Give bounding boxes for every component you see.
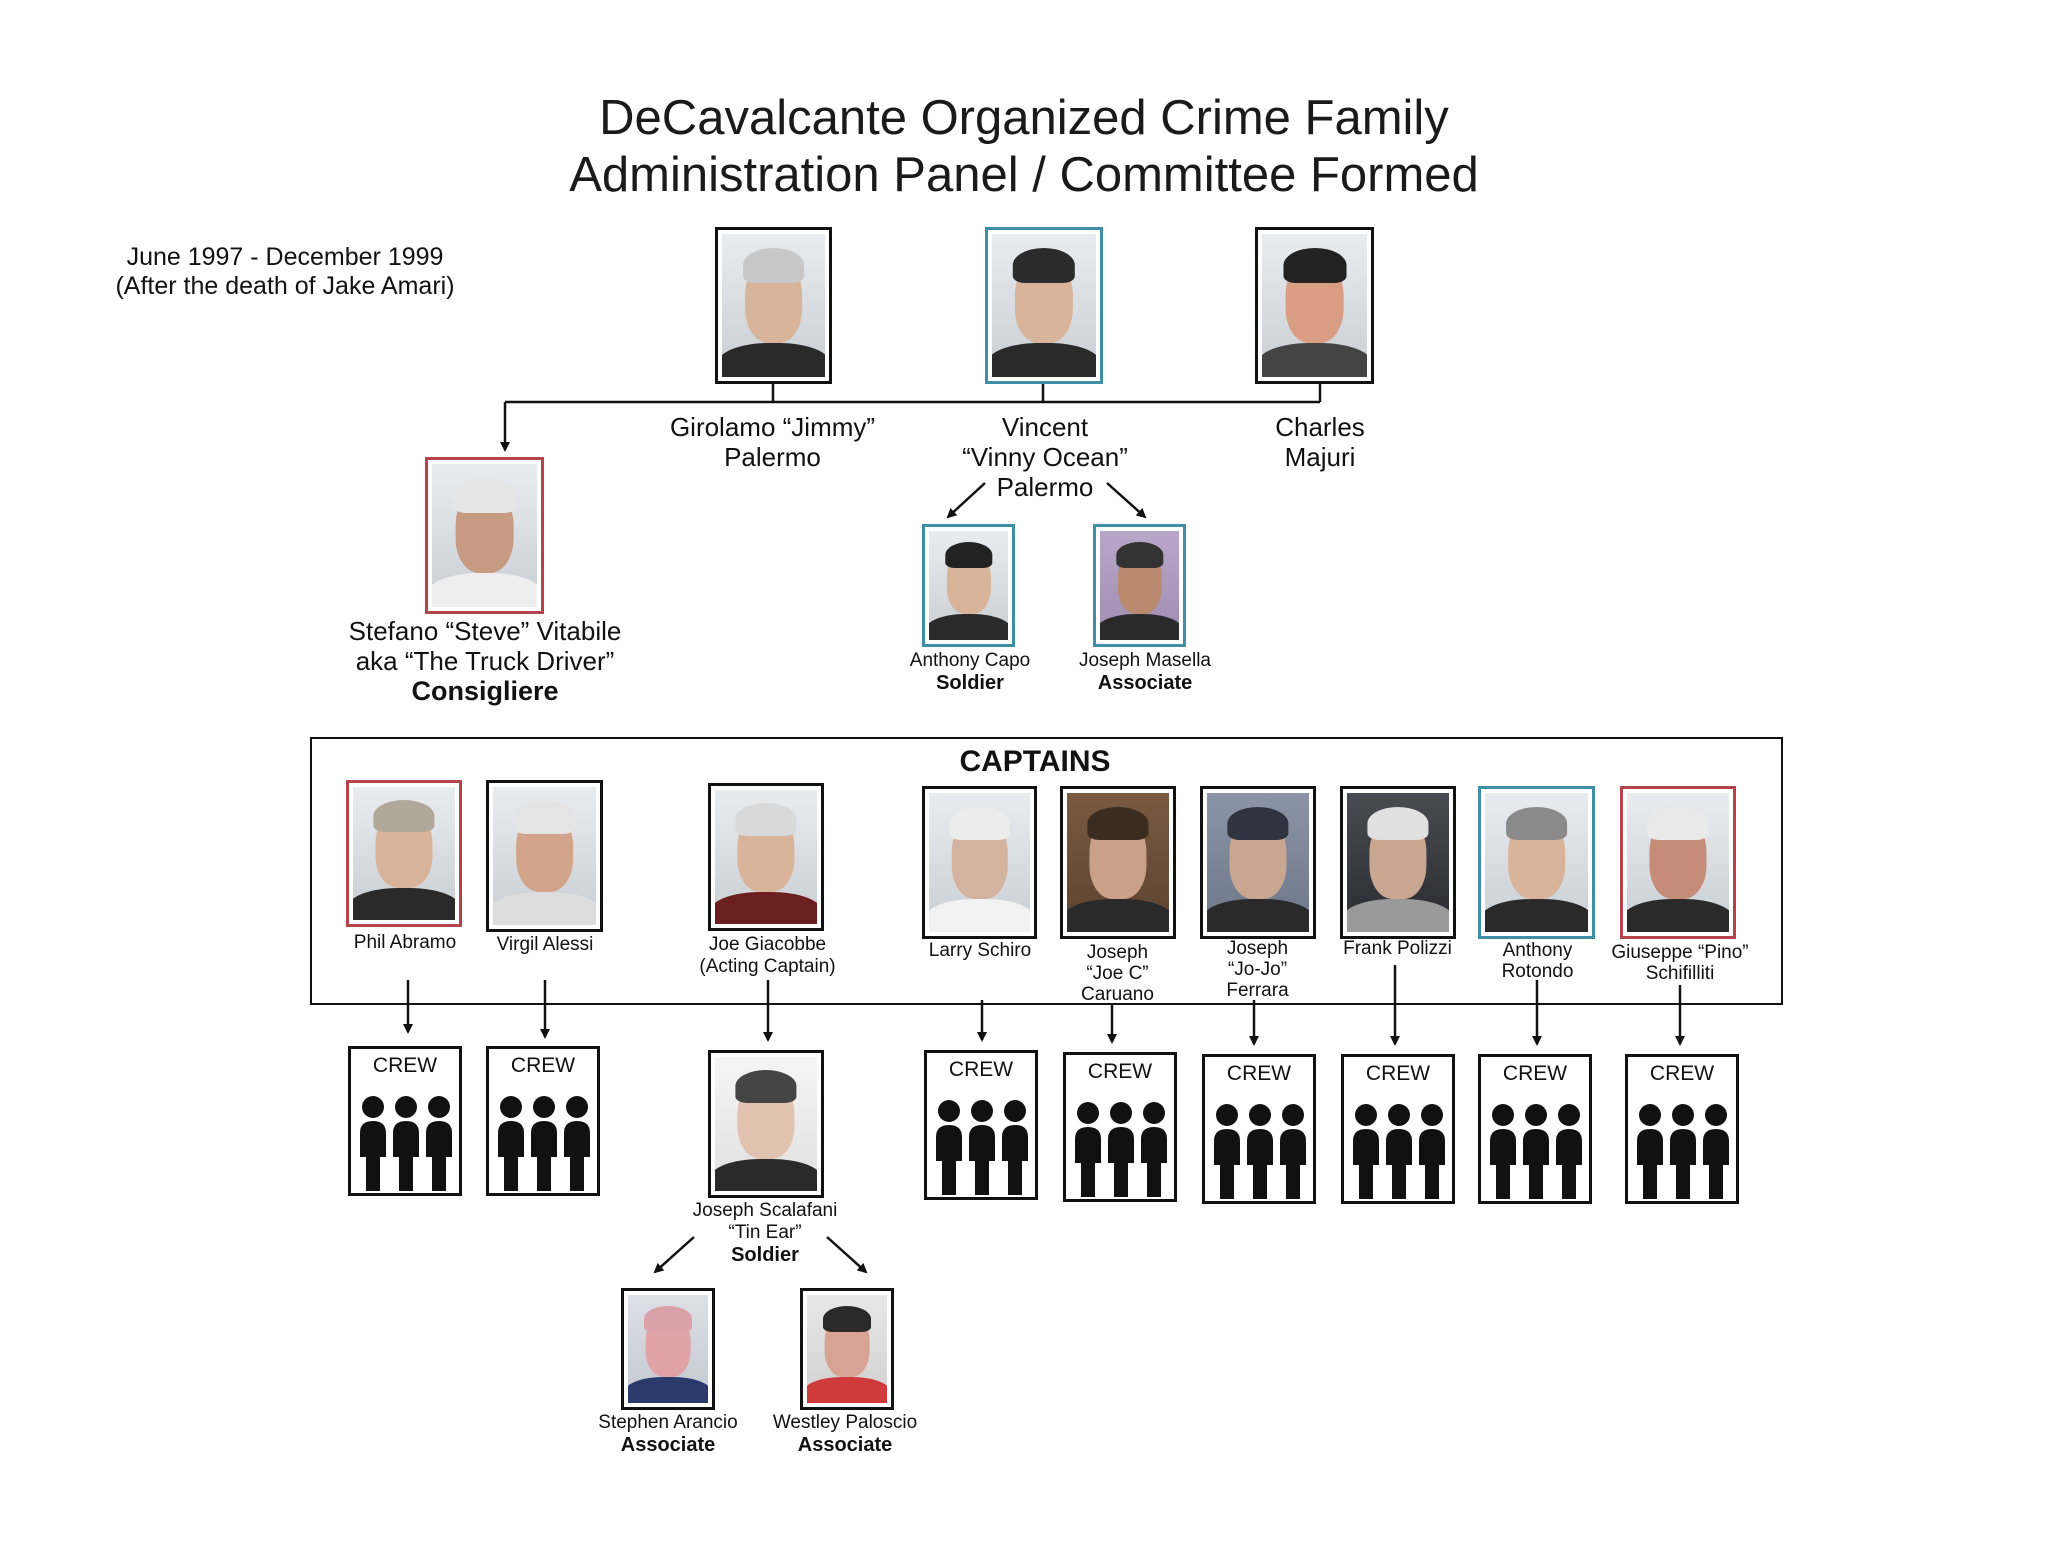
jimmy-line1: Girolamo “Jimmy”	[669, 412, 876, 442]
caruano-line1: Joseph	[1086, 942, 1149, 963]
vitabile-line1: Stefano “Steve” Vitabile	[348, 616, 622, 646]
photo-frank-polizzi	[1340, 786, 1456, 939]
crew-box-schiro	[924, 1050, 1038, 1200]
vitabile-role: Consigliere	[411, 676, 559, 706]
crew-people-icon	[929, 1099, 1033, 1195]
label-phil-abramo: Phil Abramo	[353, 932, 457, 953]
crew-box-rotondo	[1478, 1054, 1592, 1204]
crew-label: CREW	[1365, 1062, 1431, 1085]
crew-label: CREW	[1502, 1062, 1568, 1085]
label-joe-caruano	[1050, 942, 1185, 1005]
crew-box-abramo	[348, 1046, 462, 1196]
crew-label: CREW	[1087, 1060, 1153, 1083]
photo-anthony-rotondo	[1478, 786, 1595, 939]
arancio-name: Stephen Arancio	[598, 1412, 738, 1433]
date-range-line2: (After the death of Jake Amari)	[115, 272, 455, 300]
crew-people-icon	[1207, 1103, 1311, 1199]
giacobbe-line2: (Acting Captain)	[699, 956, 836, 977]
photo-joseph-masella	[1093, 524, 1186, 647]
photo-vinny-palermo	[985, 227, 1103, 384]
label-virgil-alessi: Virgil Alessi	[496, 934, 594, 955]
crew-label: CREW	[510, 1054, 576, 1077]
label-westley-paloscio	[755, 1412, 935, 1456]
label-joseph-scalafani	[670, 1200, 860, 1266]
scalafani-line2: “Tin Ear”	[728, 1222, 802, 1243]
label-larry-schiro: Larry Schiro	[928, 940, 1032, 961]
photo-anthony-capo	[922, 524, 1015, 647]
captains-title: CAPTAINS	[959, 745, 1111, 778]
crew-people-icon	[353, 1095, 457, 1191]
photo-jimmy-palermo	[715, 227, 832, 384]
ferrara-line3: Ferrara	[1226, 980, 1289, 1001]
vinny-line2: “Vinny Ocean”	[962, 442, 1128, 472]
photo-joseph-scalafani	[708, 1050, 824, 1198]
photo-stephen-arancio	[621, 1288, 715, 1410]
photo-jojo-ferrara	[1200, 786, 1316, 939]
crew-label: CREW	[372, 1054, 438, 1077]
arancio-role: Associate	[620, 1434, 716, 1456]
ferrara-line1: Joseph	[1226, 938, 1289, 959]
caruano-line2: “Joe C”	[1086, 963, 1149, 984]
crew-people-icon	[1068, 1101, 1172, 1197]
label-jojo-ferrara	[1190, 938, 1325, 1001]
paloscio-role: Associate	[797, 1434, 893, 1456]
vinny-line3: Palermo	[996, 472, 1094, 502]
masella-name: Joseph Masella	[1078, 650, 1212, 671]
crew-box-alessi	[486, 1046, 600, 1196]
photo-pino-schifilliti	[1620, 786, 1736, 939]
photo-westley-paloscio	[800, 1288, 894, 1410]
label-frank-polizzi: Frank Polizzi	[1343, 938, 1452, 959]
label-charles-majuri	[1240, 412, 1400, 472]
capo-name: Anthony Capo	[909, 650, 1031, 671]
crew-box-schifilliti	[1625, 1054, 1739, 1204]
label-joe-giacobbe	[680, 934, 855, 978]
photo-stefano-vitabile	[425, 457, 544, 614]
crew-people-icon	[491, 1095, 595, 1191]
label-stephen-arancio	[583, 1412, 753, 1456]
caruano-line3: Caruano	[1081, 984, 1154, 1005]
majuri-line1: Charles	[1275, 412, 1365, 442]
vinny-line1: Vincent	[1001, 412, 1089, 442]
label-anthony-rotondo	[1470, 940, 1605, 982]
scalafani-role: Soldier	[731, 1244, 799, 1266]
crew-box-polizzi	[1341, 1054, 1455, 1204]
label-anthony-capo	[880, 650, 1060, 694]
photo-phil-abramo	[346, 780, 462, 927]
crew-people-icon	[1483, 1103, 1587, 1199]
scalafani-line1: Joseph Scalafani	[692, 1200, 838, 1221]
chart-title-line2: Administration Panel / Committee Formed	[569, 148, 1479, 202]
majuri-line2: Majuri	[1284, 442, 1356, 472]
schifilliti-line1: Giuseppe “Pino”	[1611, 942, 1749, 963]
crew-label: CREW	[1649, 1062, 1715, 1085]
crew-box-ferrara	[1202, 1054, 1316, 1204]
crew-people-icon	[1630, 1103, 1734, 1199]
rotondo-line2: Rotondo	[1501, 961, 1574, 982]
capo-role: Soldier	[936, 672, 1004, 694]
ferrara-line2: “Jo-Jo”	[1227, 959, 1288, 980]
label-jimmy-palermo	[640, 412, 905, 472]
crew-people-icon	[1346, 1103, 1450, 1199]
crew-box-caruano	[1063, 1052, 1177, 1202]
photo-joe-caruano	[1060, 786, 1176, 939]
date-range	[90, 243, 480, 301]
chart-title-line1: DeCavalcante Organized Crime Family	[599, 91, 1449, 145]
label-pino-schifilliti	[1600, 942, 1760, 984]
label-joseph-masella	[1050, 650, 1240, 694]
photo-larry-schiro	[922, 786, 1037, 939]
crew-label: CREW	[1226, 1062, 1292, 1085]
photo-joe-giacobbe	[708, 783, 824, 931]
photo-virgil-alessi	[486, 780, 603, 932]
crew-label: CREW	[948, 1058, 1014, 1081]
paloscio-name: Westley Paloscio	[772, 1412, 918, 1433]
masella-role: Associate	[1097, 672, 1193, 694]
schifilliti-line2: Schifilliti	[1645, 963, 1715, 984]
label-stefano-vitabile	[325, 616, 645, 706]
vitabile-line2: aka “The Truck Driver”	[355, 646, 615, 676]
date-range-line1: June 1997 - December 1999	[126, 243, 444, 271]
rotondo-line1: Anthony	[1502, 940, 1573, 961]
giacobbe-line1: Joe Giacobbe	[708, 934, 827, 955]
label-vinny-palermo	[900, 412, 1190, 502]
photo-charles-majuri	[1255, 227, 1374, 384]
jimmy-line2: Palermo	[724, 442, 821, 472]
